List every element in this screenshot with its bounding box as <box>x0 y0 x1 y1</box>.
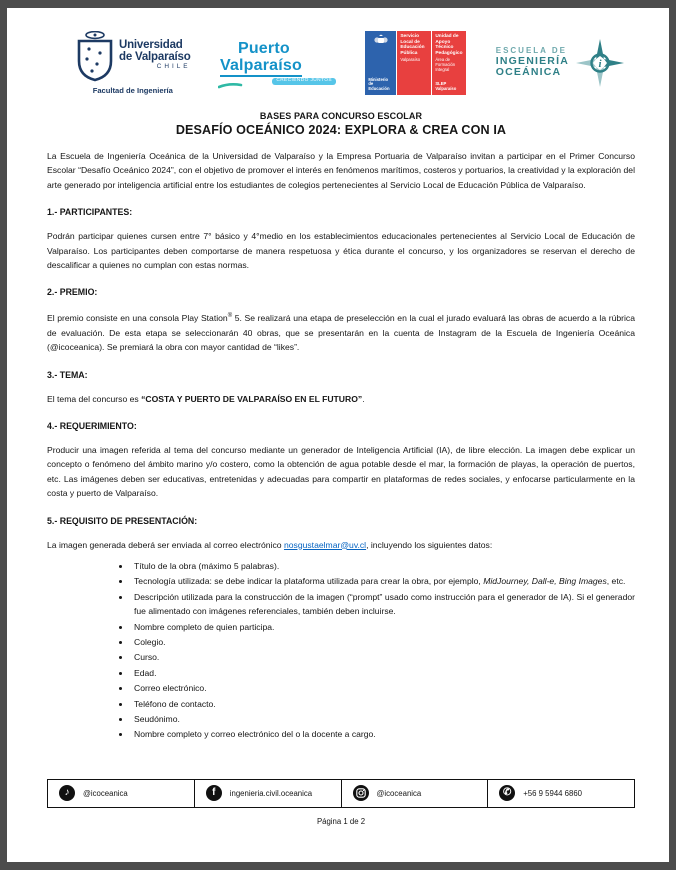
puerto-logo-badge: CRECIENDO JUNTOS <box>272 78 336 86</box>
puerto-wave-icon <box>218 71 244 91</box>
uv-logo-country: CHILE <box>156 63 191 71</box>
puerto-valparaiso-logo <box>220 41 336 86</box>
list-item: • Descripción utilizada para la construcción de la imagen (“prompt” usado como instrucción para el generador de IA). Si el generador fue alimentado con imágenes referenciales, también deben incluirse. <box>131 590 635 619</box>
premio-text-1: El premio consiste en una consola Play Station <box>47 313 228 324</box>
tema-paragraph <box>47 392 635 406</box>
social-cell-facebook <box>195 780 342 807</box>
list-item: • Seudónimo. <box>131 712 635 726</box>
list-item: • Colegio. <box>131 635 635 649</box>
document-subtitle: BASES PARA CONCURSO ESCOLAR <box>259 111 423 121</box>
slep-name-label: SLEP Valparaíso <box>435 81 457 92</box>
section-heading-participantes: 1.- PARTICIPANTES: <box>47 207 133 218</box>
requisitos-intro <box>47 538 635 552</box>
social-cell-whatsapp <box>488 780 634 807</box>
tecnologia-platforms-text: MidJourney, Dall-e, Bing Images <box>483 576 607 587</box>
slep-region-label: Valparaíso <box>400 57 421 63</box>
requisitos-text-suffix: , incluyendo los siguientes datos: <box>366 539 493 550</box>
section-heading-requisitos: 5.- REQUISITO DE PRESENTACIÓN: <box>47 515 198 526</box>
slep-valparaiso-logo <box>365 31 466 95</box>
section-heading-premio: 2.- PREMIO: <box>47 287 98 298</box>
requisitos-list <box>47 559 635 742</box>
list-item: • Curso. <box>131 650 635 664</box>
participantes-paragraph: Podrán participar quienes cursen entre 7° básico y 4°medio en los establecimientos educacionales pertenecientes al Servicio Local de Educación de Valparaíso. Los participantes deben comportarse de manera respetuosa y ética durante el concurso, y los organizadores se reservan el derecho de descalificar a quienes no cumplan con estas normas. <box>47 231 635 271</box>
list-item: • Correo electrónico. <box>131 681 635 695</box>
list-item <box>131 574 635 588</box>
slep-unidad-label: Unidad de Apoyo Técnico Pedagógico <box>435 34 463 56</box>
premio-paragraph <box>47 309 635 354</box>
social-contact-table <box>47 779 635 808</box>
slep-ministerio-label: Ministerio de Educación <box>368 76 390 92</box>
uv-shield-icon <box>75 31 115 83</box>
slep-unidad-column <box>432 31 466 95</box>
header-logos <box>75 28 625 98</box>
tema-text-suffix: . <box>362 393 365 404</box>
whatsapp-number: +56 9 5944 6860 <box>523 788 583 798</box>
whatsapp-icon: ✆ <box>499 785 515 801</box>
slep-area-label: Área de Formación Integral <box>435 57 456 72</box>
chile-coat-of-arms-icon <box>373 34 389 48</box>
eio-logo-line1: ESCUELA DE <box>495 45 567 55</box>
slep-servicio-column <box>397 31 431 95</box>
tiktok-handle: @icoceanica <box>83 788 128 798</box>
eio-logo-line3: OCEÁNICA <box>495 66 562 79</box>
instagram-handle: @icoceanica <box>376 788 422 798</box>
requisitos-text-prefix: La imagen generada deberá ser enviada al correo electrónico <box>47 539 284 550</box>
universidad-valparaiso-logo <box>75 31 191 95</box>
list-item: • Teléfono de contacto. <box>131 697 635 711</box>
list-item: • Nombre completo y correo electrónico del o la docente a cargo. <box>131 727 635 741</box>
tema-text-prefix: El tema del concurso es <box>47 393 142 404</box>
section-heading-tema: 3.- TEMA: <box>47 369 88 380</box>
requerimiento-paragraph: Producir una imagen referida al tema del concurso mediante un generador de Inteligencia Artificial (IA), de libre elección. La imagen debe explicar un concepto o fenómeno del ámbito marino y/o costero, como la obtención de agua potable desde el mar, la formación de playas, la operación de puertos, etc. Las imágenes deben ser educativas, entretenidas y adecuadas para compartir en plataformas de redes sociales, y enfocarse particularmente en la costa y puerto de Valparaíso. <box>47 444 635 499</box>
uv-logo-faculty: Facultad de Ingeniería <box>92 86 173 95</box>
uv-logo-line2: de Valparaíso <box>119 50 191 63</box>
tema-text-bold: “COSTA Y PUERTO DE VALPARAÍSO EN EL FUTURO” <box>141 393 363 404</box>
tecnologia-suffix-text: , etc. <box>606 576 626 587</box>
uv-logo-line1: Universidad <box>119 39 183 51</box>
slep-ministerio-column <box>365 31 396 95</box>
escuela-ingenieria-oceanica-logo <box>496 38 625 88</box>
page-number: Página 1 de 2 <box>316 816 366 826</box>
svg-text:i: i <box>598 58 602 70</box>
document-title: DESAFÍO OCEÁNICO 2024: EXPLORA & CREA CON IA <box>175 123 507 137</box>
document-page <box>7 8 669 862</box>
puerto-logo-line1: Puerto <box>237 39 290 57</box>
slep-servicio-label: Servicio Local de Educación Pública <box>400 34 425 56</box>
list-item: • Nombre completo de quien participa. <box>131 620 635 634</box>
section-heading-requerimiento: 4.- REQUERIMIENTO: <box>47 420 137 431</box>
compass-icon <box>575 38 625 88</box>
tiktok-icon: ♪ <box>59 785 75 801</box>
social-cell-instagram <box>342 780 489 807</box>
premio-text-2: 5. Se realizará una etapa de preselección en la cual el jurado evaluará las obras de acuerdo a la rúbrica de evaluación. De esta etapa se seleccionarán 40 obras, que se presentarán en la cuenta de Instagram de la Escuela de Ingeniería Oceánica (@icoceanica). Se premiará la obra con mayor cantidad de “likes”. <box>47 313 635 353</box>
list-item: • Título de la obra (máximo 5 palabras). <box>131 559 635 573</box>
instagram-icon <box>353 785 369 801</box>
registered-mark: ® <box>227 313 233 320</box>
facebook-handle: ingenieria.civil.oceanica <box>229 788 313 798</box>
eio-logo-line2: INGENIERÍA <box>495 54 569 67</box>
tecnologia-text: Tecnología utilizada: se debe indicar la plataforma utilizada para crear la obra, por ejemplo, <box>134 576 484 587</box>
facebook-icon: f <box>206 785 222 801</box>
list-item: • Edad. <box>131 666 635 680</box>
intro-paragraph: La Escuela de Ingeniería Oceánica de la Universidad de Valparaíso y la Empresa Portuaria de Valparaíso invitan a participar en el Primer Concurso Escolar “Desafío Oceánico 2024”, con el objetivo de promover el interés en fenómenos marítimos, costeros y portuarios, la creatividad y la exploración del arte generado por inteligencia artificial entre los estudiantes de colegios pertenecientes al Servicio Local de Educación Pública de Valparaíso. <box>47 151 635 190</box>
email-link[interactable]: nosgustaelmar@uv.cl <box>283 539 367 550</box>
puerto-logo-line2: Valparaíso <box>220 58 302 77</box>
social-cell-tiktok <box>48 780 195 807</box>
